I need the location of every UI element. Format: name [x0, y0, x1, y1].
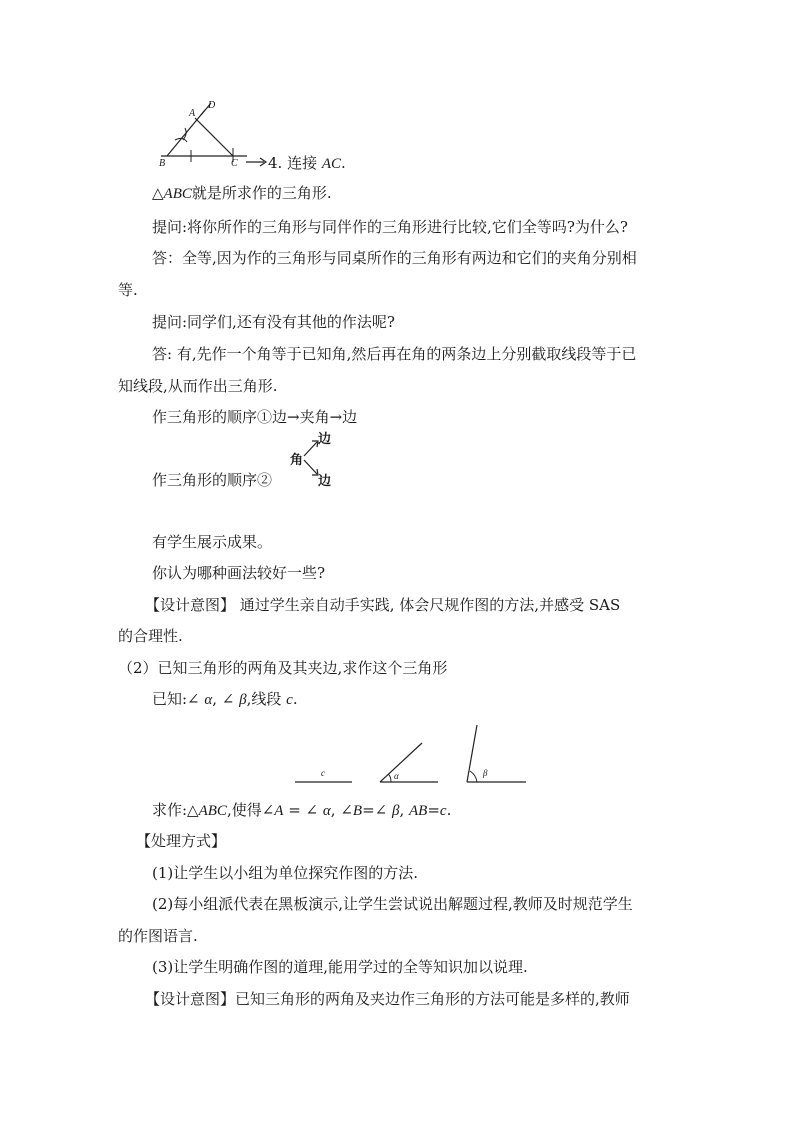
triangle-construction-figure [155, 98, 260, 168]
processing-step-2: (2)每小组派代表在黑板演示,让学生尝试说出解题过程,教师及时规范学生 [152, 895, 633, 913]
answer-other-method: 答: 有,先作一个角等于已知角,然后再在角的两条边上分别截取线段等于已 [152, 345, 637, 363]
construction-step-4: 4. 连接 AC. [268, 154, 346, 172]
design-intent-2: 【设计意图】已知三角形的两角及夹边作三角形的方法可能是多样的,教师 [145, 990, 630, 1008]
conclusion-line: △ABC就是所求作的三角形. [152, 184, 332, 202]
processing-step-3: (3)让学生明确作图的道理,能用学过的全等知识加以说理. [152, 958, 528, 976]
order-one: 作三角形的顺序①边→夹角→边 [152, 408, 358, 426]
order-diagram-side-bottom: 边 [318, 474, 332, 489]
order-diagram-arrows [302, 436, 322, 480]
order-two-label: 作三角形的顺序② [152, 471, 273, 489]
answer-other-method-cont: 知线段,从而作出三角形. [118, 377, 278, 395]
answer-congruent-cont: 等. [118, 281, 138, 299]
design-intent-1-cont: 的合理性. [118, 627, 183, 645]
vertex-label-d: D [208, 100, 216, 111]
question-which-method: 你认为哪种画法较好一些? [152, 564, 326, 582]
design-intent-1: 【设计意图】 通过学生亲自动手实践, 体会尺规作图的方法,并感受 SAS [145, 596, 621, 614]
processing-step-2-cont: 的作图语言. [118, 927, 198, 945]
processing-step-1: (1)让学生以小组为单位探究作图的方法. [152, 864, 419, 882]
construct-line: 求作:△ABC,使得∠A = ∠ α, ∠B=∠ β, AB=c. [152, 801, 452, 819]
vertex-label-b: B [159, 158, 166, 168]
part-2-heading: （2）已知三角形的两角及其夹边,求作这个三角形 [118, 659, 448, 677]
question-compare: 提问:将你所作的三角形与同伴作的三角形进行比较,它们全等吗?为什么? [152, 218, 628, 236]
angle-beta-label: β [483, 768, 488, 778]
step-arrow [246, 156, 268, 168]
segment-c-label: c [321, 768, 325, 778]
vertex-label-a: A [189, 108, 196, 119]
answer-congruent: 答：全等,因为作的三角形与同桌所作的三角形有两边和它们的夹角分别相 [152, 249, 637, 267]
order-diagram-side-top: 边 [318, 432, 332, 447]
given-figures [290, 705, 530, 790]
vertex-label-c: C [231, 158, 238, 168]
angle-alpha-label: α [394, 771, 399, 781]
given-line: 已知:∠ α, ∠ β,线段 c. [152, 690, 298, 708]
students-showcase: 有学生展示成果。 [152, 533, 273, 551]
question-other-methods: 提问:同学们,还有没有其他的作法呢? [152, 313, 395, 331]
processing-heading: 【处理方式】 [136, 832, 227, 850]
order-diagram-angle: 角 [290, 453, 304, 468]
